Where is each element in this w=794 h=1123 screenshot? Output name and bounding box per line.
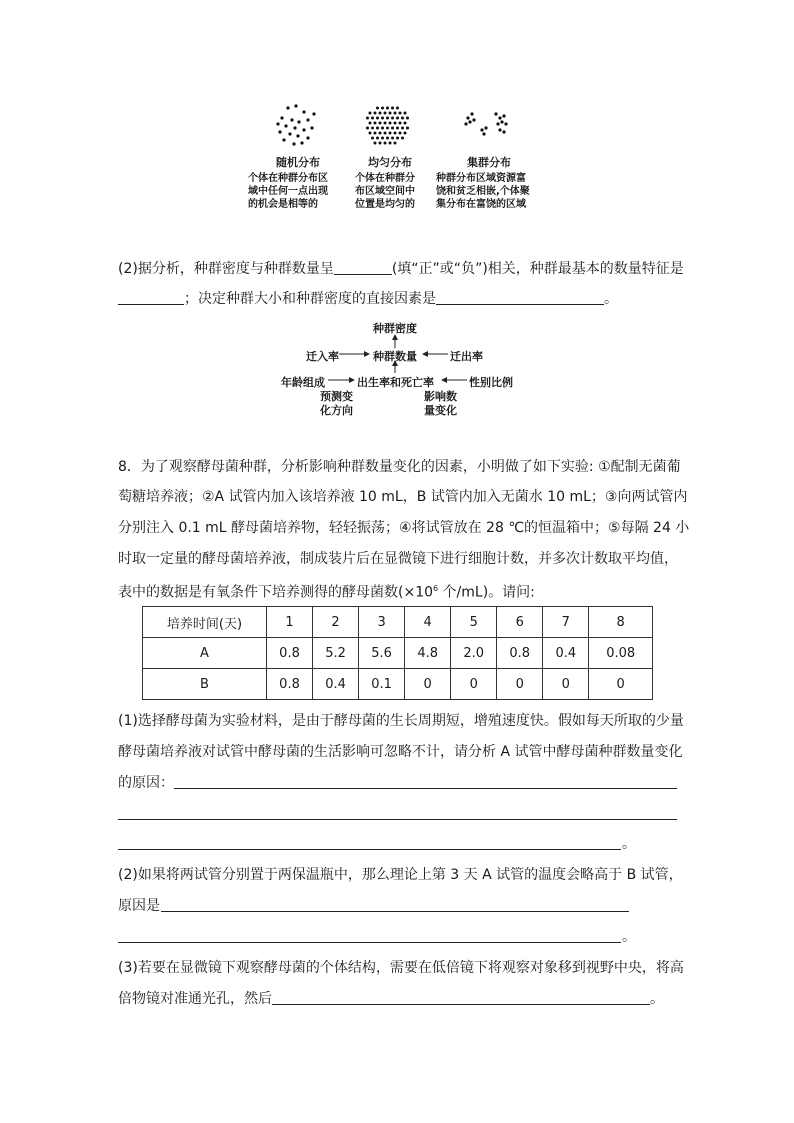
uniform-dot xyxy=(379,112,382,115)
uniform-dot xyxy=(391,107,394,110)
table-cell: 5.2 xyxy=(313,638,359,669)
table-cell: 3 xyxy=(359,607,405,638)
table-cell: 7 xyxy=(543,607,589,638)
uniform-dot xyxy=(399,122,402,125)
table-row-label: B xyxy=(143,669,267,700)
table-cell: 2.0 xyxy=(451,638,497,669)
q8-line-1: 8．为了观察酵母菌种群，分析影响种群数量变化的因素，小明做了如下实验: ①配制无菌葡 xyxy=(118,459,681,475)
table-row xyxy=(143,638,653,669)
table-cell: 0 xyxy=(405,669,451,700)
table-cell: 1 xyxy=(267,607,313,638)
flow-birth-death-rate: 出生率和死亡率 xyxy=(357,376,434,389)
uniform-dot xyxy=(394,112,397,115)
flow-predict-label-2: 化方向 xyxy=(320,404,353,417)
random-distribution-title: 随机分布 xyxy=(276,156,320,169)
uniform-dot xyxy=(396,127,399,130)
uniform-dot xyxy=(369,122,372,125)
uniform-dot xyxy=(391,127,394,130)
table-cell: 8 xyxy=(589,607,653,638)
uniform-dot xyxy=(406,127,409,130)
table-row xyxy=(143,669,653,700)
table-cell: 2 xyxy=(313,607,359,638)
uniform-dot xyxy=(399,112,402,115)
table-header-label: 培养时间(天) xyxy=(143,607,267,638)
uniform-dot xyxy=(376,117,379,120)
uniform-dot xyxy=(374,132,377,135)
q8-line-3: 分别注入 0.1 mL 酵母菌培养物，轻轻振荡；④将试管放在 28 ℃的恒温箱中；⑤每隔 24 小 xyxy=(118,520,690,536)
flow-density: 种群密度 xyxy=(373,322,417,335)
sub2-end-mark: 。 xyxy=(622,929,636,945)
uniform-dot xyxy=(404,122,407,125)
flow-population-count: 种群数量 xyxy=(373,350,417,363)
q2-line-1: (2)据分析，种群密度与种群数量呈 (填“正”或“负”)相关，种群最基本的数量特征是 xyxy=(118,261,684,277)
sub3-line-1: (3)若要在显微镜下观察酵母菌的个体结构，需要在低倍镜下将观察对象移到视野中央，将高 xyxy=(118,960,684,976)
answer-line-sub1-a[interactable] xyxy=(174,788,677,789)
random-distribution-desc: 个体在种群分布区 域中任何一点出现 的机会是相等的 xyxy=(248,173,328,210)
uniform-dot xyxy=(404,112,407,115)
flow-affect-label-1: 影响数 xyxy=(424,390,457,403)
uniform-dot xyxy=(406,117,409,120)
uniform-dot xyxy=(366,117,369,120)
sub2-line-2: 原因是 xyxy=(118,898,160,914)
q8-line-2: 萄糖培养液；②A 试管内加入该培养液 10 mL，B 试管内加入无菌水 10 mL；③向两试管内 xyxy=(118,489,688,505)
flow-age-structure: 年龄组成 xyxy=(281,376,325,389)
sub3-line-2: 倍物镜对准通光孔，然后 。 xyxy=(118,991,664,1007)
table-cell: 0 xyxy=(589,669,653,700)
uniform-dot xyxy=(376,107,379,110)
table-cell: 0 xyxy=(451,669,497,700)
uniform-dot xyxy=(376,137,379,140)
uniform-dot xyxy=(391,137,394,140)
flow-predict-label-1: 预测变 xyxy=(320,390,353,403)
uniform-dot xyxy=(384,122,387,125)
uniform-dot xyxy=(391,117,394,120)
uniform-dot xyxy=(401,127,404,130)
clumped-distribution-dots xyxy=(460,104,520,144)
flow-affect-label-2: 量变化 xyxy=(424,404,457,417)
uniform-dot xyxy=(386,137,389,140)
uniform-dot xyxy=(401,137,404,140)
uniform-dot xyxy=(394,132,397,135)
table-cell: 0 xyxy=(543,669,589,700)
answer-line-sub2-b[interactable] xyxy=(118,942,621,943)
q8-line-4: 时取一定量的酵母菌培养液，制成装片后在显微镜下进行细胞计数，并多次计数取平均值， xyxy=(118,551,678,567)
uniform-dot xyxy=(389,132,392,135)
uniform-dot xyxy=(381,107,384,110)
sub1-line-3: 的原因： xyxy=(118,775,174,791)
answer-blank-direct-factors[interactable] xyxy=(436,290,604,305)
uniform-distribution-title: 均匀分布 xyxy=(368,156,412,169)
table-cell: 0.08 xyxy=(589,638,653,669)
table-header-row xyxy=(143,607,653,638)
uniform-dot xyxy=(389,122,392,125)
flow-sex-ratio: 性别比例 xyxy=(469,376,513,389)
clumped-distribution-desc: 种群分布区域资源富 饶和贫乏相嵌,个体聚 集分布在富饶的区域 xyxy=(436,173,530,210)
uniform-dot xyxy=(381,127,384,130)
table-cell: 0.4 xyxy=(313,669,359,700)
uniform-dot xyxy=(374,142,377,145)
random-distribution-dots xyxy=(268,100,328,150)
uniform-dot xyxy=(384,132,387,135)
uniform-dot xyxy=(374,122,377,125)
uniform-dot xyxy=(396,107,399,110)
uniform-dot xyxy=(401,117,404,120)
table-cell: 0.8 xyxy=(497,638,543,669)
uniform-dot xyxy=(389,142,392,145)
uniform-dot xyxy=(371,117,374,120)
uniform-dot xyxy=(379,142,382,145)
uniform-dot xyxy=(371,137,374,140)
table-cell: 4 xyxy=(405,607,451,638)
uniform-dot xyxy=(394,122,397,125)
yeast-count-table xyxy=(142,606,653,700)
answer-blank-correlation[interactable] xyxy=(334,260,392,275)
uniform-dot xyxy=(376,127,379,130)
table-cell: 4.8 xyxy=(405,638,451,669)
table-cell: 0.4 xyxy=(543,638,589,669)
table-row-label: A xyxy=(143,638,267,669)
uniform-dot xyxy=(386,117,389,120)
uniform-dot xyxy=(386,127,389,130)
table-cell: 5.6 xyxy=(359,638,405,669)
uniform-dot xyxy=(366,127,369,130)
uniform-dot xyxy=(371,127,374,130)
table-cell: 0.1 xyxy=(359,669,405,700)
answer-line-sub2-a[interactable] xyxy=(161,911,629,912)
flow-immigration: 迁入率 xyxy=(306,350,339,363)
uniform-dot xyxy=(399,132,402,135)
uniform-dot xyxy=(381,117,384,120)
uniform-dot xyxy=(369,132,372,135)
answer-line-sub1-b[interactable] xyxy=(118,819,677,820)
answer-blank-basic-feature[interactable] xyxy=(118,290,184,305)
uniform-dot xyxy=(404,132,407,135)
table-cell: 6 xyxy=(497,607,543,638)
table-cell: 0.8 xyxy=(267,638,313,669)
table-cell: 0 xyxy=(497,669,543,700)
table-cell: 5 xyxy=(451,607,497,638)
uniform-dot xyxy=(396,137,399,140)
uniform-dot xyxy=(379,122,382,125)
sub1-line-2: 酵母菌培养液对试管中酵母菌的生活影响可忽略不计，请分析 A 试管中酵母菌种群数量变化 xyxy=(118,744,683,760)
uniform-dot xyxy=(394,142,397,145)
uniform-dot xyxy=(379,132,382,135)
uniform-dot xyxy=(381,137,384,140)
sub1-end-mark: 。 xyxy=(622,836,636,852)
table-cell: 0.8 xyxy=(267,669,313,700)
uniform-dot xyxy=(386,107,389,110)
uniform-dot xyxy=(384,142,387,145)
clumped-distribution-title: 集群分布 xyxy=(467,156,511,169)
uniform-distribution-dots xyxy=(360,100,416,150)
uniform-dot xyxy=(389,112,392,115)
q2-line-2: ；决定种群大小和种群密度的直接因素是 。 xyxy=(118,289,618,309)
sub2-line-1: (2)如果将两试管分别置于两保温瓶中，那么理论上第 3 天 A 试管的温度会略高于 B 试管， xyxy=(118,867,683,883)
uniform-dot xyxy=(369,112,372,115)
answer-blank-sub3[interactable] xyxy=(272,990,650,1005)
q8-line-5: 表中的数据是有氧条件下培养测得的酵母菌数($\times 10^6$ 个/mL)。请问: xyxy=(118,584,535,601)
uniform-distribution-desc: 个体在种群分 布区域空间中 位置是均匀的 xyxy=(355,173,415,210)
uniform-dot xyxy=(384,112,387,115)
uniform-dot xyxy=(396,117,399,120)
answer-line-sub1-c[interactable] xyxy=(118,849,621,850)
flow-emigration: 迁出率 xyxy=(450,350,483,363)
uniform-dot xyxy=(374,112,377,115)
sub1-line-1: (1)选择酵母菌为实验材料，是由于酵母菌的生长周期短，增殖速度快。假如每天所取的少量 xyxy=(118,713,684,729)
